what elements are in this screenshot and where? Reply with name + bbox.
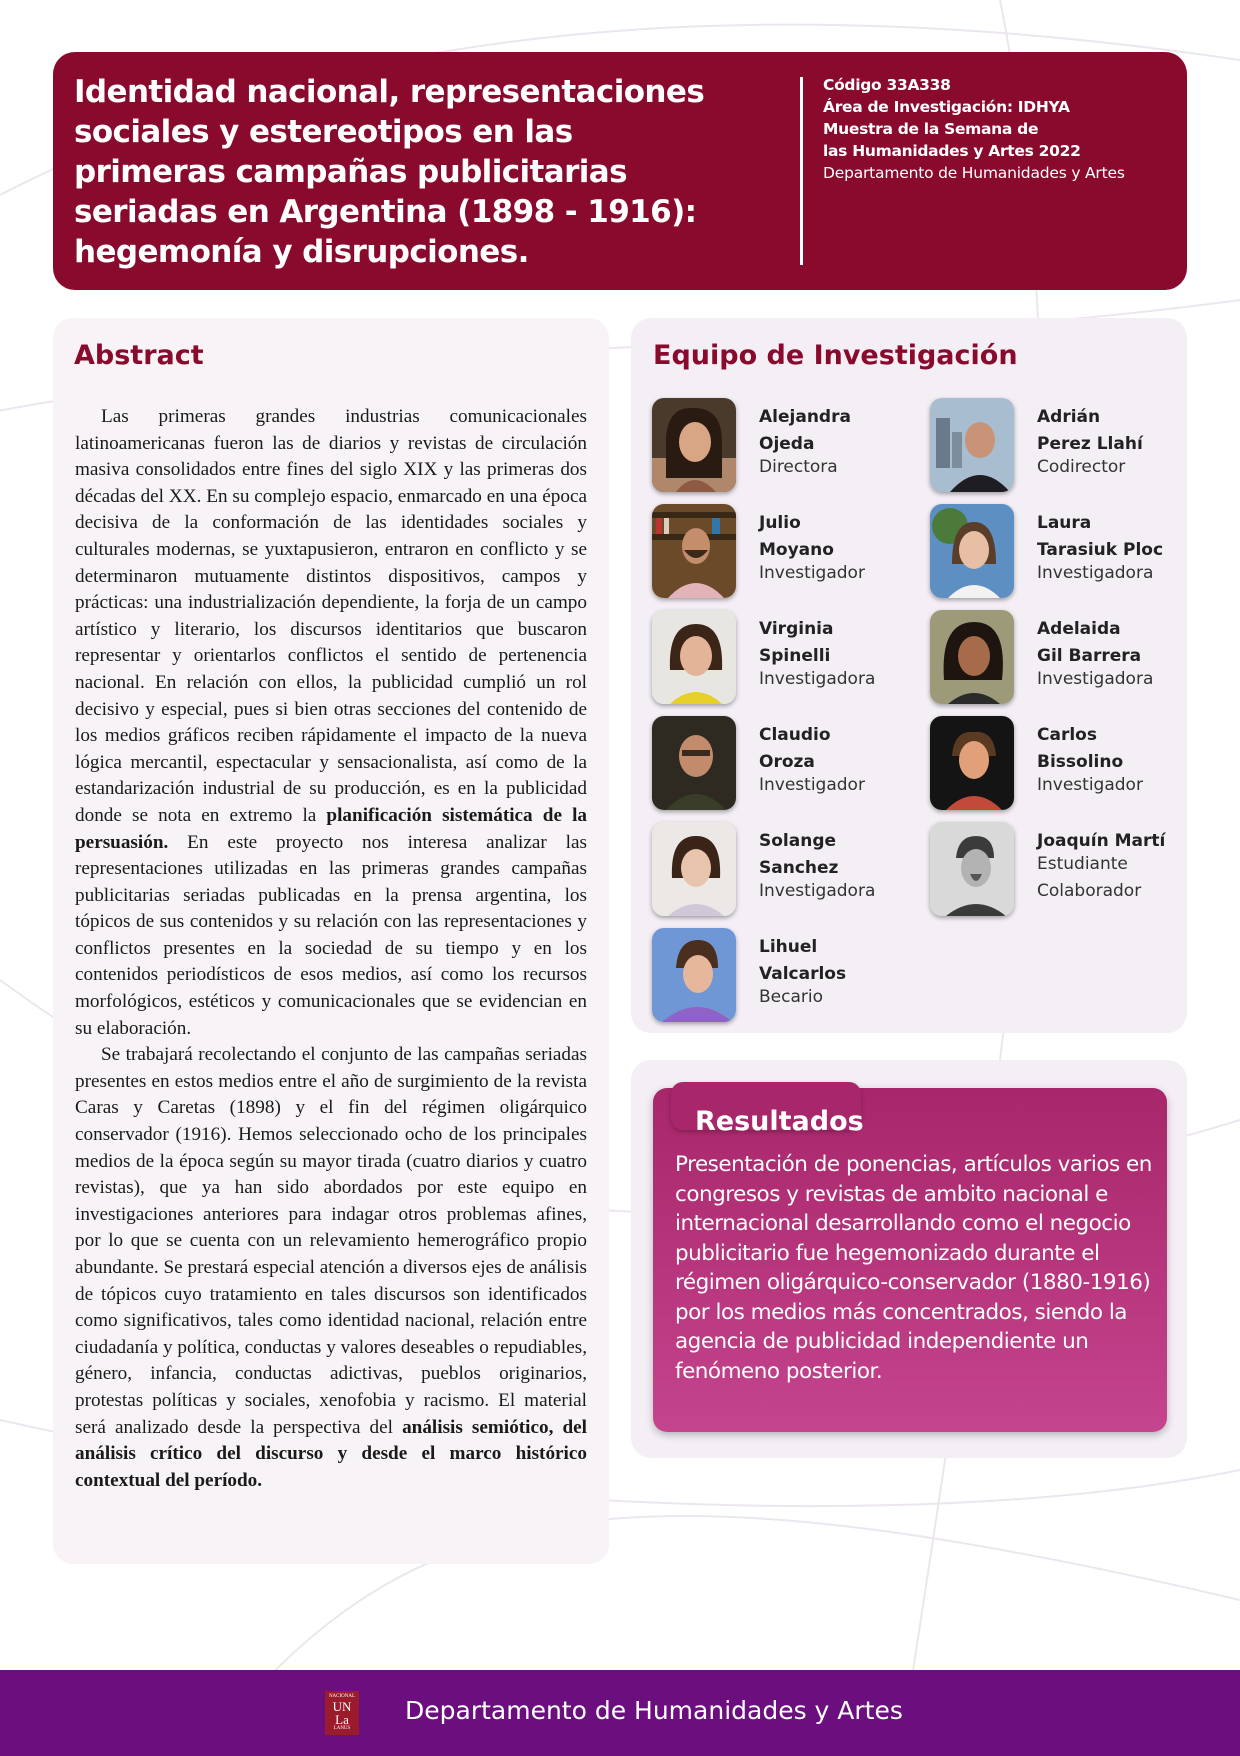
project-code: Código 33A338: [823, 76, 951, 94]
header-meta: [823, 74, 1183, 184]
results-card: [631, 1060, 1187, 1458]
abstract-text-2a: Se trabajará recolectando el conjunto de las campañas seriadas presentes en estos medios entre el año de surgimiento de la revista Caras y Caretas (1898) y el fin del régimen oligárquico conservador (1916). Hemos seleccionado ocho de los principales medios de la época según su mayor tirada (cuatro diarios y cuatro revistas), que ya han sido abordados por este equipo en investigaciones anteriores para indagar otros problemas afines, por lo que se cuenta con un relevamiento hemerográfico propio abundante. Se prestará especial atención a diversos ejes de análisis de tópicos cuyo tratamiento en tales discursos son identificados como significativos, tales como identidad nacional, relación entre ciudadanía y política, conductas y valores deseables o repudiables, género, infancia, conductas adictivas, pueblos originarios, protestas políticas y sociales, xenofobia y racismo. El material será analizado desde la perspectiva del: [75, 1044, 587, 1438]
team-member: [652, 822, 922, 918]
member-role: Investigador: [1037, 775, 1143, 795]
results-heading: Resultados: [695, 1106, 864, 1137]
member-photo: [930, 504, 1014, 598]
member-name: Julio Moyano: [759, 513, 834, 560]
member-photo: [652, 398, 736, 492]
event-line-1: Muestra de la Semana de: [823, 120, 1039, 138]
member-role: Codirector: [1037, 457, 1126, 477]
abstract-heading: Abstract: [74, 340, 204, 371]
event-line-2: las Humanidades y Artes 2022: [823, 142, 1081, 160]
team-member: [652, 716, 922, 812]
abstract-bold-1: planificación sistemática de la persuasión.: [75, 804, 587, 853]
team-member: [930, 716, 1200, 812]
team-member: [652, 610, 922, 706]
abstract-body: [75, 404, 587, 1494]
member-photo: [930, 822, 1014, 916]
abstract-text-1a: Las primeras grandes industrias comunicacionales latinoamericanas fueron las de diarios y revistas de circulación masiva consolidados entre fines del siglo XIX y las primeras dos décadas del XX. En su complejo espacio, enmarcado en una época decisiva de la conformación de las identidades sociales y culturales modernas, se yuxtapusieron, entraron en conflicto y se determinaron mutuamente distintos dispositivos, campos y prácticas: una industrialización dependiente, la forja de un campo artístico y literario, los discursos identitarios que buscaron representar y orientarlos conflictos el sentido de pertenencia nacional. En relación con ellos, la publicidad cumplió un rol decisivo y especial, pues si bien otras secciones del contenido de los medios gráficos reciben rápidamente el impacto de la nueva lógica mercantil, espectacular y sensacionalista, así como de la estandarización industrial de su producción, es en la publicidad donde se nota en extremo la: [75, 406, 587, 826]
member-photo: [652, 928, 736, 1022]
abstract-text-1b: En este proyecto nos interesa analizar las representaciones utilizadas en las primeras grandes campañas publicitarias seriadas publicadas en la prensa argentina, los tópicos de sus contenidos y su relación con las representaciones y conflictos presentes en la sociedad de su tiempo y en los contenidos periodísticos de esos medios, así como los recursos morfológicos, estéticos y comunicacionales que se evidencian en su elaboración.: [75, 831, 587, 1039]
member-role: Investigadora: [759, 669, 876, 689]
abstract-bold-2: análisis semiótico, del análisis crítico del discurso y desde el marco histórico contextual del período.: [75, 1416, 587, 1491]
team-member: [930, 822, 1200, 918]
member-name: Laura Tarasiuk Ploc: [1037, 513, 1164, 560]
team-member: [652, 928, 922, 1024]
abstract-card: [53, 318, 609, 1564]
team-member: [652, 504, 922, 600]
member-role: Investigador: [759, 563, 865, 583]
member-role: Investigadora: [759, 881, 876, 901]
member-name: Claudio Oroza: [759, 725, 831, 772]
member-role: Estudiante: [1037, 854, 1128, 874]
results-box: [653, 1088, 1167, 1432]
member-photo: [652, 822, 736, 916]
member-role: Investigador: [759, 775, 865, 795]
header-banner: [53, 52, 1187, 290]
footer-department: Departamento de Humanidades y Artes: [405, 1696, 903, 1725]
member-name: Lihuel Valcarlos: [759, 937, 847, 984]
results-text: Presentación de ponencias, artículos varios en congresos y revistas de ambito nacional e internacional desarrollando como el negocio publicitario fue hegemonizado durante el régimen oligárquico-conservador (1880-1916) por los medios más concentrados, siendo la agencia de publicidad independiente un fenómeno posterior.: [675, 1152, 1152, 1384]
member-photo: [930, 398, 1014, 492]
footer: [0, 1670, 1240, 1756]
member-role: Directora: [759, 457, 838, 477]
member-role: Investigadora: [1037, 563, 1154, 583]
member-role: Becario: [759, 987, 823, 1007]
member-photo: [652, 504, 736, 598]
member-name: Solange Sanchez: [759, 831, 839, 878]
member-name: Virginia Spinelli: [759, 619, 834, 666]
team-member: [930, 610, 1200, 706]
header-department: Departamento de Humanidades y Artes: [823, 164, 1125, 182]
team-member: [930, 398, 1200, 494]
header-divider: [800, 77, 803, 265]
member-photo: [930, 716, 1014, 810]
member-photo: [652, 716, 736, 810]
member-name: Carlos Bissolino: [1037, 725, 1124, 772]
member-name: Alejandra Ojeda: [759, 407, 851, 454]
abstract-paragraph-1: [75, 404, 587, 1042]
member-name: Adelaida Gil Barrera: [1037, 619, 1142, 666]
research-area: Área de Investigación: IDHYA: [823, 98, 1070, 116]
member-name: Joaquín Martí: [1037, 831, 1166, 851]
team-card: [631, 318, 1187, 1033]
member-role-2: Colaborador: [1037, 881, 1142, 901]
team-member: [930, 504, 1200, 600]
member-role: Investigadora: [1037, 669, 1154, 689]
poster-title: Identidad nacional, representaciones sociales y estereotipos en las primeras campañas publicitarias seriadas en Argentina (1898 - 1916): hegemonía y disrupciones.: [74, 74, 705, 270]
abstract-paragraph-2: [75, 1042, 587, 1494]
member-photo: [930, 610, 1014, 704]
member-name: Adrián Perez Llahí: [1037, 407, 1143, 454]
team-heading: Equipo de Investigación: [653, 340, 1018, 371]
member-photo: [652, 610, 736, 704]
team-member: [652, 398, 922, 494]
university-logo: NACIONAL UN La LANÚS: [325, 1691, 359, 1735]
